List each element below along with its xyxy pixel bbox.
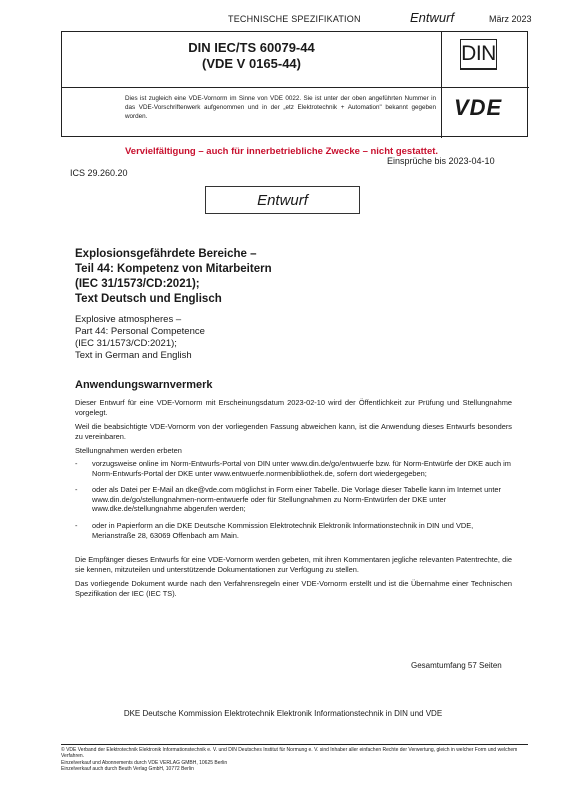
notice-paragraph: Das vorliegende Dokument wurde nach den Verfahrensregeln einer VDE-Vornorm erstellt und ist die Übernahme einer Technischen Spezifikation der IEC (IEC TS). [75, 579, 512, 598]
title-german [75, 247, 375, 307]
frame-divider-vertical [441, 32, 442, 138]
list-item-text: oder als Datei per E-Mail an dke@vde.com möglichst in Form einer Tabelle. Die Vorlage dieser Tabelle kann im Internet unter www.din.de/go/stellungnahmen-norm-entwuerfe oder für Stellungnahmen zu Norm-Entwürfen der DKE unter www.dke.de/stellungnahme abgerufen werden; [92, 485, 501, 514]
footer-divider [61, 744, 528, 745]
total-pages: Gesamtumfang 57 Seiten [411, 661, 502, 670]
publication-date: März 2023 [489, 14, 532, 24]
title-english-line: Explosive atmospheres – [75, 314, 182, 325]
din-logo: DIN [460, 39, 497, 69]
draft-label: Entwurf [410, 10, 455, 25]
notice-paragraph: Stellungnahmen werden erbeten [75, 446, 182, 455]
list-item [75, 521, 512, 540]
title-english [75, 314, 375, 362]
dash-bullet: - [75, 485, 78, 495]
notice-heading: Anwendungswarnvermerk [75, 379, 213, 391]
title-german-line: Explosionsgefährdete Bereiche – [75, 248, 257, 260]
list-item-text: vorzugsweise online im Norm-Entwurfs-Portal von DIN unter www.din.de/go/entwuerfe bzw. für Norm-Entwürfe der DKE auch im Norm-Entwurfs-Portal der DKE unter www.entwuerfe.normenbibliothek.de, sofern dort wiedergegeben; [92, 459, 511, 478]
list-item-text: oder in Papierform an die DKE Deutsche Kommission Elektrotechnik Elektronik Informationstechnik in DIN und VDE, Merianstraße 28, 63069 Offenbach am Main. [92, 520, 474, 540]
title-english-line: Text in German and English [75, 350, 192, 361]
vde-logo: VDE [454, 95, 503, 120]
din-logo-underline [460, 68, 497, 70]
title-english-line: Part 44: Personal Competence [75, 326, 205, 337]
list-item [75, 485, 512, 514]
title-german-line: Teil 44: Kompetenz von Mitarbeitern [75, 263, 272, 275]
vde-number: (VDE V 0165-44) [202, 56, 301, 71]
dash-bullet: - [75, 459, 78, 468]
dash-bullet: - [75, 520, 78, 530]
comment-options-list [75, 459, 512, 547]
notice-paragraph: Dieser Entwurf für eine VDE-Vornorm mit Erscheinungsdatum 2023-02-10 wird der Öffentlichkeit zur Prüfung und Stellungnahme vorgelegt. [75, 398, 512, 417]
list-item [75, 459, 512, 478]
sales-notice: Einzelverkauf und Abonnements durch VDE VERLAG GMBH, 10625 Berlin [61, 759, 228, 766]
ics-code: ICS 29.260.20 [70, 168, 128, 178]
objection-deadline: Einsprüche bis 2023-04-10 [387, 156, 495, 166]
frame-divider-horizontal [62, 87, 529, 88]
copy-warning: Vervielfältigung – auch für innerbetriebliche Zwecke – nicht gestattet. [125, 146, 439, 157]
draft-box: Entwurf [205, 186, 360, 214]
footer-legal [61, 747, 531, 773]
document-category: TECHNISCHE SPEZIFIKATION [228, 14, 361, 24]
standard-number: DIN IEC/TS 60079-44 [188, 40, 315, 55]
notice-paragraph: Die Empfänger dieses Entwurfs für eine VDE-Vornorm werden gebeten, mit ihren Kommentaren jegliche relevanten Patentrechte, die sie kennen, mitzuteilen und unterstützende Dokumentationen zur Verfügung zu stellen. [75, 555, 512, 574]
title-german-line: Text Deutsch und Englisch [75, 293, 222, 305]
footer-organization: DKE Deutsche Kommission Elektrotechnik Elektronik Informationstechnik in DIN und VDE [123, 709, 443, 718]
title-german-line: (IEC 31/1573/CD:2021); [75, 278, 200, 290]
copyright-notice: © VDE Verband der Elektrotechnik Elektronik Informationstechnik e. V. und DIN Deutsches Institut für Normung e. V. sind Inhaber aller einfachen Rechte der Verwertung, gleich in welcher Form und welchem Verfahren. [61, 747, 518, 760]
title-english-line: (IEC 31/1573/CD:2021); [75, 338, 177, 349]
notice-paragraph: Weil die beabsichtigte VDE-Vornorm von der vorliegenden Fassung abweichen kann, ist die Anwendung dieses Entwurfs besonders zu vereinbaren. [75, 422, 512, 441]
vde-note: Dies ist zugleich eine VDE-Vornorm im Sinne von VDE 0022. Sie ist unter der oben angeführten Nummer in das VDE-Vorschriftenwerk aufgenommen und in der „etz Elektrotechnik + Automation" bekannt gegeben worden. [125, 95, 436, 120]
sales-notice: Einzelverkauf auch durch Beuth Verlag GmbH, 10772 Berlin [61, 766, 194, 773]
standard-number-block [62, 40, 441, 72]
standard-header-frame [61, 31, 528, 137]
